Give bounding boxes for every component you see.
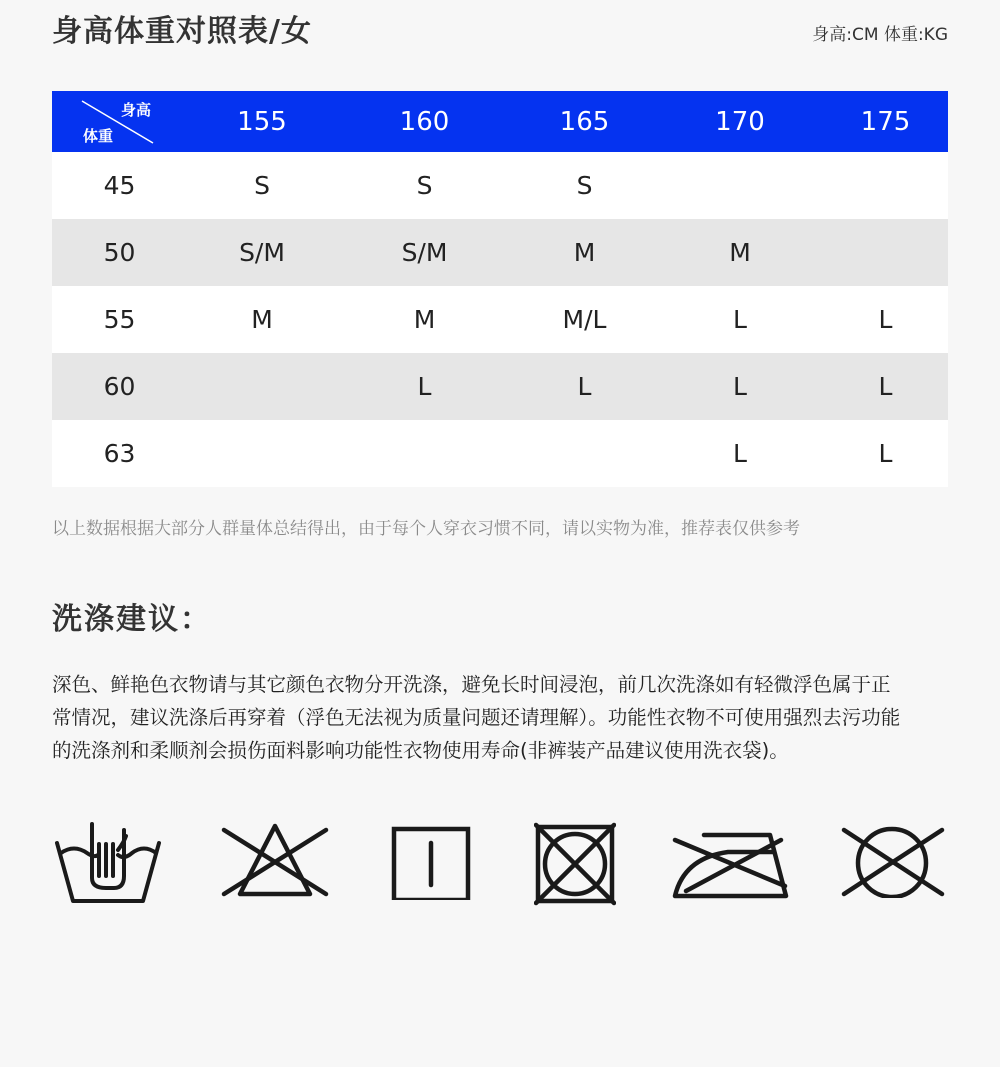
corner-header-cell: [52, 91, 187, 152]
size-cell: [823, 219, 948, 286]
size-cell: M: [337, 286, 512, 353]
size-cell: [337, 420, 512, 487]
size-cell: [187, 420, 337, 487]
height-header: 160: [337, 91, 512, 152]
size-cell: L: [823, 286, 948, 353]
height-header: 155: [187, 91, 337, 152]
table-row: [52, 152, 948, 219]
wash-line: 常情况，建议洗涤后再穿着（浮色无法视为质量问题还请理解）。功能性衣物不可使用强烈去污功能: [52, 706, 901, 729]
size-cell: S: [187, 152, 337, 219]
size-cell: L: [823, 420, 948, 487]
size-cell: M: [657, 219, 823, 286]
height-header: 170: [657, 91, 823, 152]
size-cell: L: [657, 286, 823, 353]
weight-cell: 45: [52, 152, 187, 219]
size-cell: L: [657, 420, 823, 487]
size-cell: L: [337, 353, 512, 420]
wash-section-title: 洗涤建议：: [52, 602, 212, 637]
table-header-row: [52, 91, 948, 152]
size-chart-table: [52, 91, 948, 487]
table-row: [52, 420, 948, 487]
size-cell: [823, 152, 948, 219]
size-cell: [187, 353, 337, 420]
hand-wash-icon: [54, 818, 162, 908]
size-cell: L: [823, 353, 948, 420]
diagonal-divider: [52, 91, 187, 152]
wash-line: 深色、鲜艳色衣物请与其它颜色衣物分开洗涤，避免长时间浸泡，前几次洗涤如有轻微浮色属于正: [52, 673, 891, 696]
size-cell: M: [187, 286, 337, 353]
no-dry-clean-icon: [840, 818, 946, 898]
size-chart-note: 以上数据根据大部分人群量体总结得出，由于每个人穿衣习惯不同，请以实物为准，推荐表仅供参考: [52, 519, 800, 539]
no-iron-icon: [670, 818, 790, 906]
size-cell: S: [512, 152, 657, 219]
size-cell: [657, 152, 823, 219]
table-row: [52, 286, 948, 353]
table-row: [52, 219, 948, 286]
line-dry-icon: [390, 818, 472, 900]
table-row: [52, 353, 948, 420]
height-header: 175: [823, 91, 948, 152]
size-cell: L: [512, 353, 657, 420]
weight-cell: 50: [52, 219, 187, 286]
no-bleach-icon: [220, 818, 330, 900]
page-title: 身高体重对照表/女: [52, 14, 312, 49]
corner-height-label: 身高: [121, 101, 152, 119]
height-header: 165: [512, 91, 657, 152]
no-tumble-dry-icon: [534, 818, 616, 906]
weight-cell: 55: [52, 286, 187, 353]
size-cell: [512, 420, 657, 487]
size-cell: S: [337, 152, 512, 219]
wash-instructions: [52, 668, 952, 767]
size-cell: M/L: [512, 286, 657, 353]
size-cell: M: [512, 219, 657, 286]
size-cell: S/M: [187, 219, 337, 286]
size-cell: L: [657, 353, 823, 420]
weight-cell: 60: [52, 353, 187, 420]
weight-cell: 63: [52, 420, 187, 487]
wash-line: 的洗涤剂和柔顺剂会损伤面料影响功能性衣物使用寿命(非裤装产品建议使用洗衣袋)。: [52, 739, 789, 762]
size-cell: S/M: [337, 219, 512, 286]
corner-weight-label: 体重: [83, 127, 114, 145]
care-icons-row: [0, 818, 1000, 913]
units-label: 身高:CM 体重:KG: [812, 25, 948, 45]
